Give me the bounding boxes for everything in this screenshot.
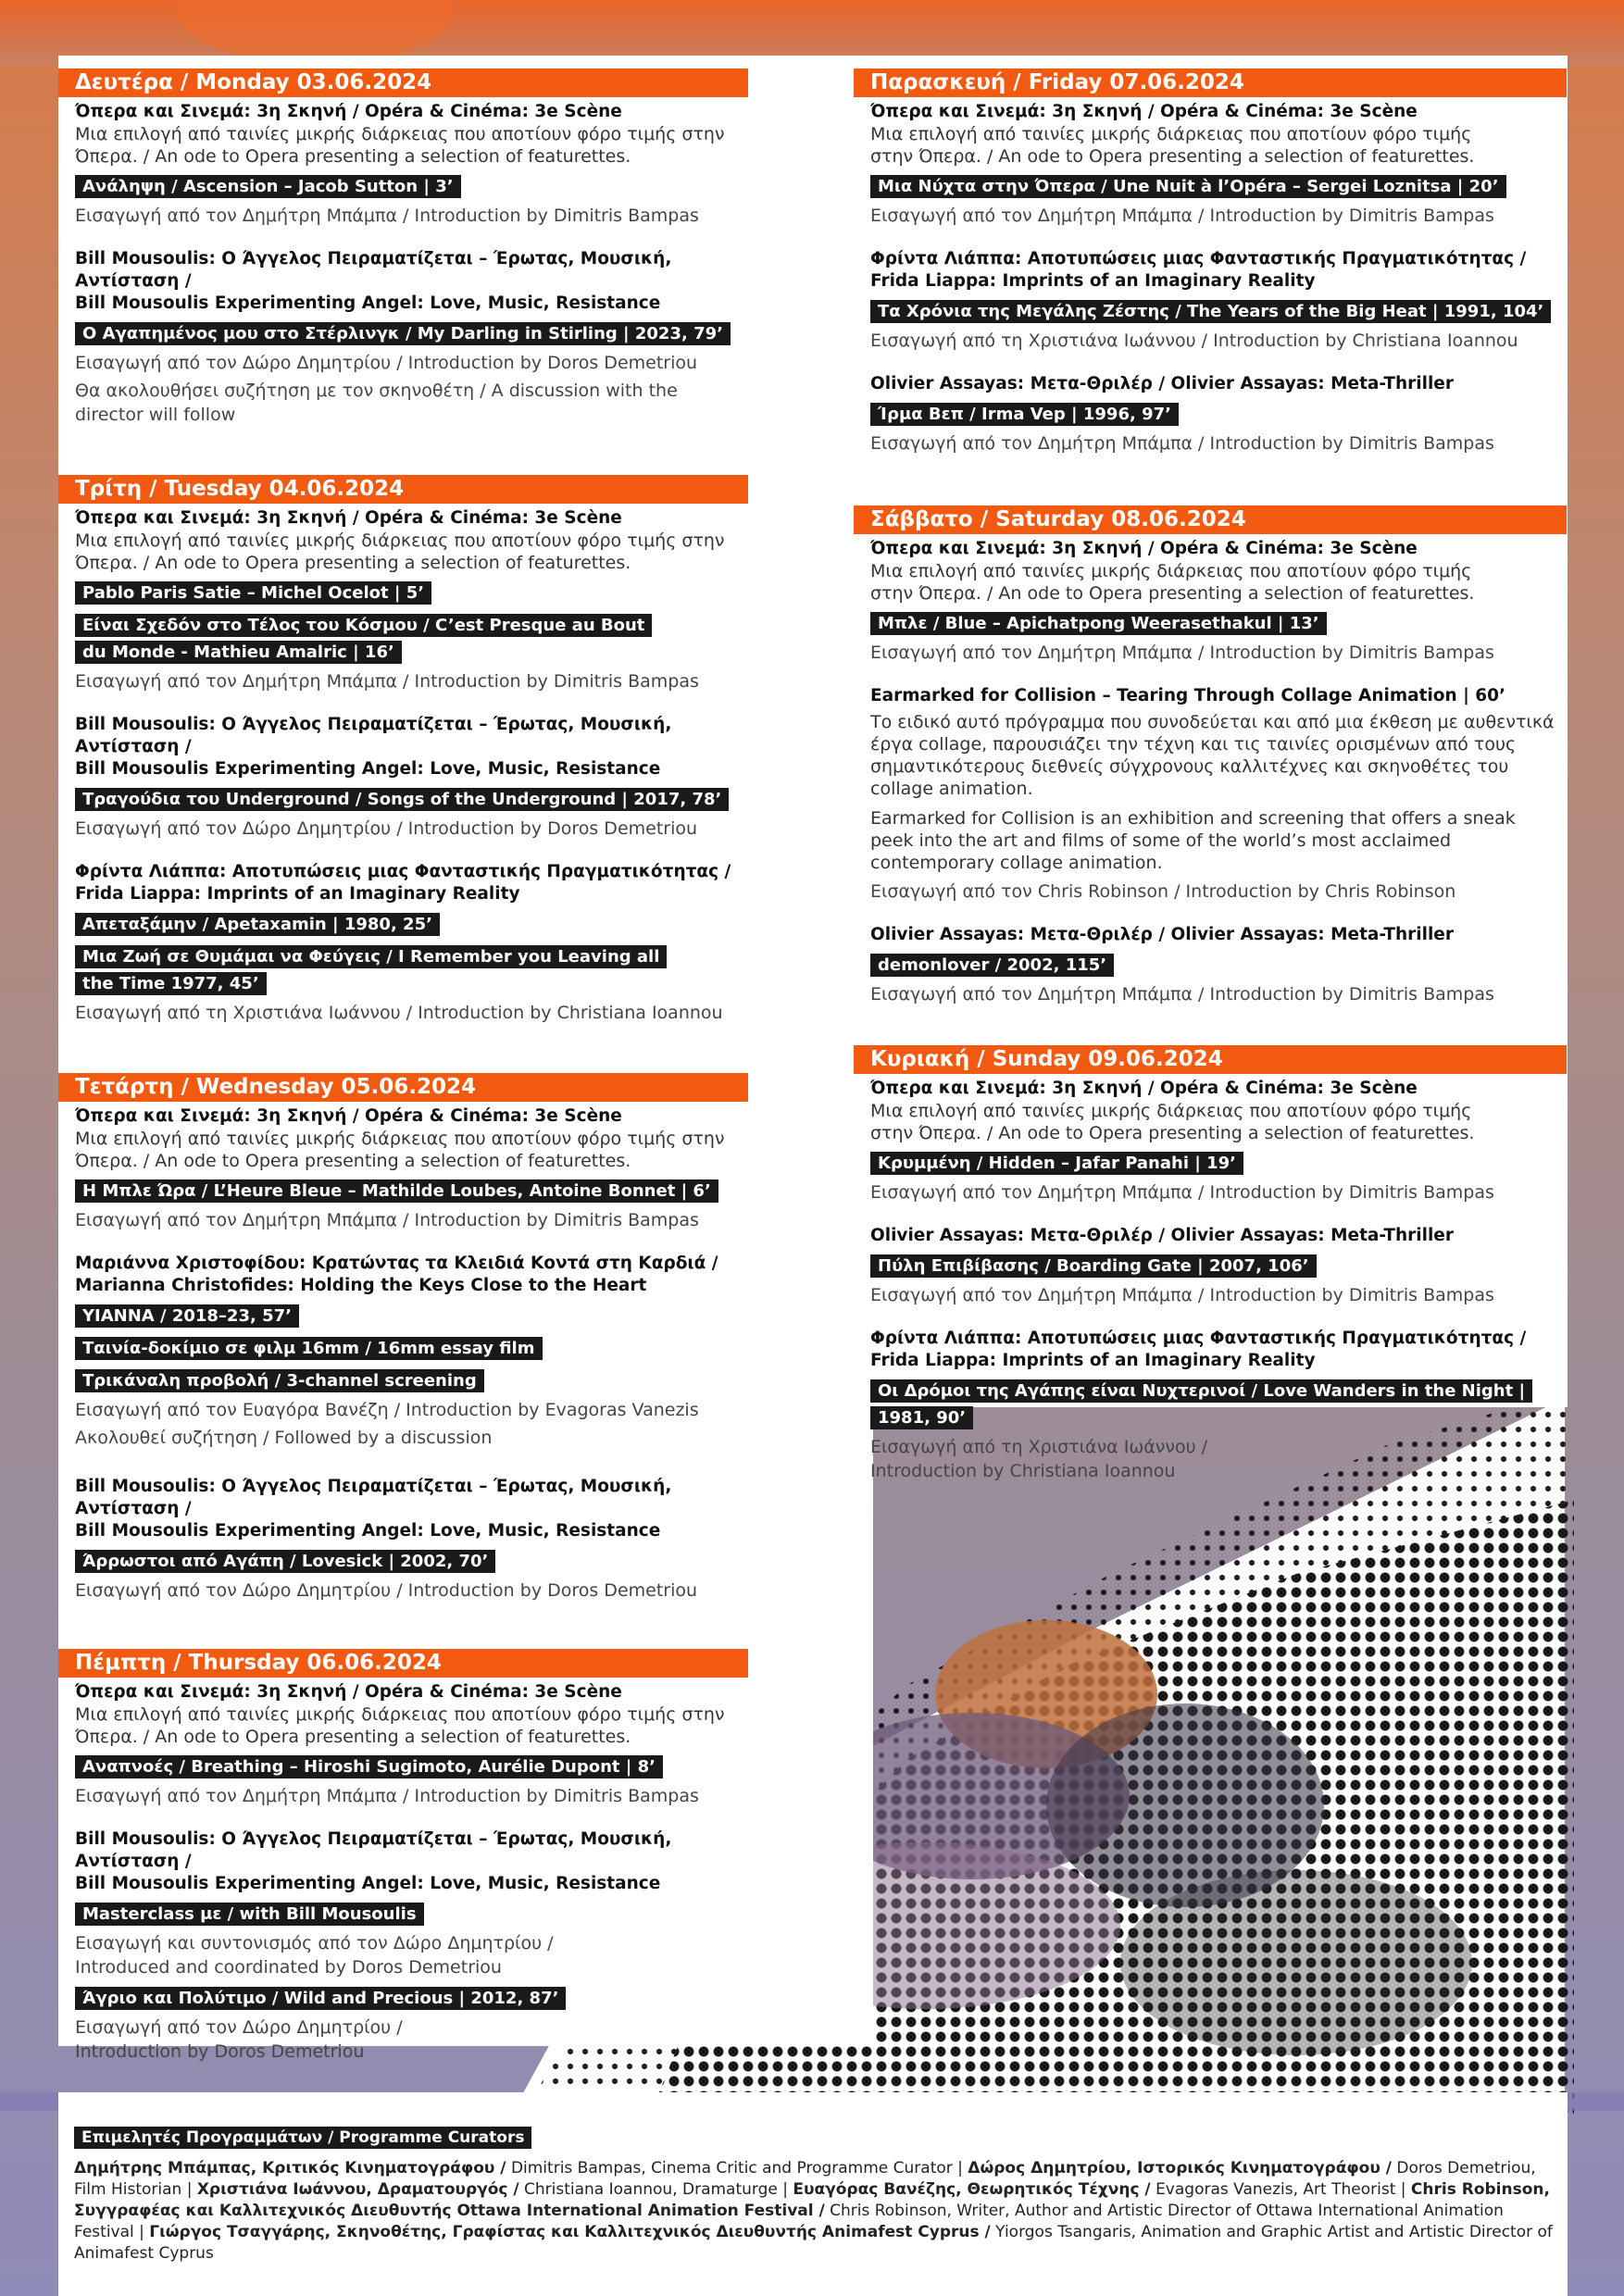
section-title: Olivier Assayas: Μετα-Θριλέρ / Olivier Assayas: Meta-Thriller (870, 1226, 1454, 1245)
introduction-credit: Εισαγωγή από τον Δημήτρη Μπάμπα / Introduction by Dimitris Bampas (75, 1786, 699, 1806)
discussion-note: Θα ακολουθήσει συζήτηση με τον σκηνοθέτη / A discussion with the director will follow (75, 381, 678, 425)
film-title: Οι Δρόμοι της Αγάπης είναι Νυχτερινοί / Love Wanders in the Night | 1981, 90’ (870, 1379, 1532, 1429)
coordination-credit: Εισαγωγή και συντονισμός από τον Δώρο Δημητρίου / (75, 1933, 554, 1953)
curator-name: Ευαγόρας Βανέζης, Θεωρητικός Τέχνης / (793, 2180, 1151, 2199)
introduction-credit: Εισαγωγή από τον Δημήτρη Μπάμπα / Introduction by Dimitris Bampas (75, 206, 699, 226)
section-title: Φρίντα Λιάππα: Αποτυπώσεις μιας Φανταστικής Πραγματικότητας / (870, 249, 1527, 268)
curator-role: Dimitris Bampas, Cinema Critic and Programme Curator | (510, 2159, 963, 2177)
introduction-credit: Εισαγωγή από τον Δώρο Δημητρίου / Introduction by Doros Demetriou (75, 353, 698, 373)
film-title: Μια Ζωή σε Θυμάμαι να Φεύγεις / I Remember you Leaving all the Time 1977, 45’ (75, 945, 667, 995)
film-title: Τραγούδια του Underground / Songs of the Underground | 2017, 78’ (75, 788, 729, 811)
introduction-credit: Εισαγωγή από τον Ευαγόρα Βανέζη / Introduction by Evagoras Vanezis (75, 1400, 699, 1420)
day-header-saturday: Σάββατο / Saturday 08.06.2024 (854, 505, 1567, 534)
film-title: Κρυμμένη / Hidden – Jafar Panahi | 19’ (870, 1152, 1243, 1175)
section-title: Bill Mousoulis: Ο Άγγελος Πειραματίζεται – Έρωτας, Μουσική, Αντίσταση / (75, 1829, 672, 1871)
section-title: Όπερα και Σινεμά: 3η Σκηνή / Opéra & Cinéma: 3e Scène (870, 1079, 1418, 1098)
day-saturday (854, 505, 1567, 1006)
day-friday (854, 69, 1567, 455)
introduction-credit: Εισαγωγή από τον Δημήτρη Μπάμπα / Introduction by Dimitris Bampas (870, 433, 1494, 454)
curator-name: Δημήτρης Μπάμπας, Κριτικός Κινηματογράφου / (74, 2159, 506, 2177)
film-title: Masterclass με / with Bill Mousoulis (75, 1903, 424, 1926)
day-header-wednesday: Τετάρτη / Wednesday 05.06.2024 (58, 1073, 748, 1102)
film-title: Πύλη Επιβίβασης / Boarding Gate | 2007, 106’ (870, 1254, 1317, 1278)
curator-role: Christiana Ioannou, Dramaturge | (524, 2180, 788, 2199)
introduction-credit: Εισαγωγή από τον Δώρο Δημητρίου / Introduction by Doros Demetriou (75, 1580, 698, 1601)
right-column (854, 69, 1567, 1483)
film-title: Ανάληψη / Ascension – Jacob Sutton | 3’ (75, 175, 461, 198)
section-title: Olivier Assayas: Μετα-Θριλέρ / Olivier Assayas: Meta-Thriller (870, 374, 1454, 393)
film-title: Απεταξάμην / Apetaxamin | 1980, 25’ (75, 913, 440, 936)
section-title: Bill Mousoulis Experimenting Angel: Love, Music, Resistance (75, 293, 661, 313)
film-note: Ταινία-δοκίμιο σε φιλμ 16mm / 16mm essay film (75, 1337, 543, 1360)
day-header-friday: Παρασκευή / Friday 07.06.2024 (854, 69, 1567, 97)
introduction-credit: Εισαγωγή από τον Δημήτρη Μπάμπα / Introduction by Dimitris Bampas (870, 1285, 1494, 1305)
day-header-tuesday: Τρίτη / Tuesday 04.06.2024 (58, 475, 748, 504)
section-title: Όπερα και Σινεμά: 3η Σκηνή / Opéra & Cinéma: 3e Scène (75, 1106, 622, 1126)
film-title: Άρρωστοι από Αγάπη / Lovesick | 2002, 70’ (75, 1550, 495, 1573)
section-title: Όπερα και Σινεμά: 3η Σκηνή / Opéra & Cinéma: 3e Scène (870, 102, 1418, 121)
section-description: Μια επιλογή από ταινίες μικρής διάρκειας που αποτίουν φόρο τιμής στην Όπερα. / An ode to Opera presenting a selection of featurettes. (870, 1101, 1475, 1143)
section-title: Bill Mousoulis: Ο Άγγελος Πειραματίζεται – Έρωτας, Μουσική, Αντίσταση / (75, 1477, 672, 1518)
section-title: Bill Mousoulis Experimenting Angel: Love, Music, Resistance (75, 759, 661, 779)
film-title: demonlover / 2002, 115’ (870, 954, 1114, 977)
section-title: Bill Mousoulis Experimenting Angel: Love, Music, Resistance (75, 1521, 661, 1541)
section-description: Μια επιλογή από ταινίες μικρής διάρκειας που αποτίουν φόρο τιμής στην Όπερα. / An ode to Opera presenting a selection of featurettes. (870, 124, 1475, 167)
section-title: Olivier Assayas: Μετα-Θριλέρ / Olivier Assayas: Meta-Thriller (870, 925, 1454, 944)
section-title: Μαριάννα Χριστοφίδου: Κρατώντας τα Κλειδιά Κοντά στη Καρδιά / (75, 1254, 718, 1273)
film-title: Αναπνοές / Breathing – Hiroshi Sugimoto, Aurélie Dupont | 8’ (75, 1755, 663, 1778)
left-column (58, 69, 748, 2064)
film-title: Η Μπλε Ώρα / L’Heure Bleue – Mathilde Loubes, Antoine Bonnet | 6’ (75, 1179, 718, 1203)
curator-role: Doros Demetriou, Film Historian | (74, 2159, 1536, 2199)
introduction-credit: Εισαγωγή από τη Χριστιάνα Ιωάννου / Introduction by Christiana Ioannou (870, 331, 1518, 351)
film-title: Άγριο και Πολύτιμο / Wild and Precious | 2012, 87’ (75, 1987, 566, 2010)
section-title: Όπερα και Σινεμά: 3η Σκηνή / Opéra & Cinéma: 3e Scène (75, 102, 622, 121)
section-title: Φρίντα Λιάππα: Αποτυπώσεις μιας Φανταστικής Πραγματικότητας / (75, 862, 731, 881)
day-header-monday: Δευτέρα / Monday 03.06.2024 (58, 69, 748, 97)
program-description: Το ειδικό αυτό πρόγραμμα που συνοδεύεται και από μια έκθεση με αυθεντικά έργα collage, παρουσιάζει την τέχνη και τις ταινίες ορισμένων από τους σημαντικότερους διεθνείς σύγχρονους καλλιτέχνες και σκηνοθέτες του collage animation. (870, 712, 1555, 799)
section-description: Μια επιλογή από ταινίες μικρής διάρκειας που αποτίουν φόρο τιμής στην Όπερα. / An ode to Opera presenting a selection of featurettes. (75, 124, 725, 167)
introduction-credit: Introduction by Christiana Ioannou (870, 1461, 1176, 1481)
day-sunday (854, 1045, 1567, 1483)
film-title: Ίρμα Βεπ / Irma Vep | 1996, 97’ (870, 403, 1179, 426)
film-title: Είναι Σχεδόν στο Τέλος του Κόσμου / C’est Presque au Bout du Monde - Mathieu Amalric | 16’ (75, 614, 652, 664)
film-title: Μια Νύχτα στην Όπερα / Une Nuit à l’Opéra – Sergei Loznitsa | 20’ (870, 175, 1506, 198)
film-note: Τρικάναλη προβολή / 3-channel screening (75, 1369, 484, 1392)
section-title: Όπερα και Σινεμά: 3η Σκηνή / Opéra & Cinéma: 3e Scène (75, 508, 622, 528)
curator-name: Γιώργος Τσαγγάρης, Σκηνοθέτης, Γραφίστας και Καλλιτεχνικός Διευθυντής Animafest Cyprus / (149, 2223, 991, 2241)
section-description: Μια επιλογή από ταινίες μικρής διάρκειας που αποτίουν φόρο τιμής στην Όπερα. / An ode to Opera presenting a selection of featurettes. (75, 1704, 725, 1747)
section-title: Earmarked for Collision – Tearing Through Collage Animation | 60’ (870, 686, 1506, 705)
curator-role: Yiorgos Tsangaris, Animation and Graphic Artist and Artistic Director of Animafest Cyprus (74, 2223, 1553, 2263)
introduction-credit: Εισαγωγή από τον Δημήτρη Μπάμπα / Introduction by Dimitris Bampas (75, 671, 699, 692)
section-title: Marianna Christofides: Holding the Keys Close to the Heart (75, 1276, 647, 1295)
section-description: Μια επιλογή από ταινίες μικρής διάρκειας που αποτίουν φόρο τιμής στην Όπερα. / An ode to Opera presenting a selection of featurettes. (75, 1129, 725, 1171)
introduction-credit: Εισαγωγή από τον Δημήτρη Μπάμπα / Introduction by Dimitris Bampas (870, 984, 1494, 1004)
curators-section (74, 2128, 1555, 2265)
day-header-sunday: Κυριακή / Sunday 09.06.2024 (854, 1045, 1567, 1074)
curators-list (74, 2158, 1555, 2265)
day-tuesday (58, 475, 748, 1025)
day-wednesday (58, 1073, 748, 1603)
introduction-credit: Introduction by Doros Demetriou (75, 2041, 365, 2062)
curator-name: Δώρος Δημητρίου, Ιστορικός Κινηματογράφου / (968, 2159, 1392, 2177)
introduction-credit: Εισαγωγή από τον Δώρο Δημητρίου / (75, 2017, 403, 2038)
section-title: Frida Liappa: Imprints of an Imaginary Reality (870, 1351, 1316, 1370)
film-title: Μπλε / Blue – Apichatpong Weerasethakul | 13’ (870, 612, 1327, 635)
introduction-credit: Εισαγωγή από τον Δώρο Δημητρίου / Introduction by Doros Demetriou (75, 818, 698, 839)
section-title: Bill Mousoulis: Ο Άγγελος Πειραματίζεται – Έρωτας, Μουσική, Αντίσταση / (75, 249, 672, 291)
discussion-note: Ακολουθεί συζήτηση / Followed by a discussion (75, 1428, 493, 1448)
section-title: Όπερα και Σινεμά: 3η Σκηνή / Opéra & Cinéma: 3e Scène (75, 1682, 622, 1702)
section-title: Όπερα και Σινεμά: 3η Σκηνή / Opéra & Cinéma: 3e Scène (870, 539, 1418, 558)
section-title: Bill Mousoulis Experimenting Angel: Love, Music, Resistance (75, 1874, 661, 1893)
curator-role: Evagoras Vanezis, Art Theorist | (1156, 2180, 1406, 2199)
introduction-credit: Εισαγωγή από τον Δημήτρη Μπάμπα / Introduction by Dimitris Bampas (870, 206, 1494, 226)
film-title: Τα Χρόνια της Μεγάλης Ζέστης / The Years of the Big Heat | 1991, 104’ (870, 300, 1551, 323)
section-title: Φρίντα Λιάππα: Αποτυπώσεις μιας Φανταστικής Πραγματικότητας / (870, 1329, 1527, 1348)
curators-heading: Επιμελητές Προγραμμάτων / Programme Curators (74, 2127, 531, 2149)
day-monday (58, 69, 748, 427)
curator-name: Chris Robinson, Συγγραφέας και Καλλιτεχνικός Διευθυντής Ottawa International Animation Festival / (74, 2180, 1550, 2220)
film-title: ΥΙΑΝΝΑ / 2018–23, 57’ (75, 1304, 299, 1328)
film-title: Ο Αγαπημένος μου στο Στέρλινγκ / My Darling in Stirling | 2023, 79’ (75, 322, 731, 345)
section-title: Bill Mousoulis: Ο Άγγελος Πειραματίζεται – Έρωτας, Μουσική, Αντίσταση / (75, 715, 672, 756)
curator-role: Chris Robinson, Writer, Author and Artistic Director of Ottawa International Animation Festival | (74, 2202, 1504, 2241)
introduction-credit: Εισαγωγή από τον Chris Robinson / Introduction by Chris Robinson (870, 881, 1456, 902)
film-title: Pablo Paris Satie – Michel Ocelot | 5’ (75, 581, 431, 605)
day-header-thursday: Πέμπτη / Thursday 06.06.2024 (58, 1649, 748, 1678)
section-title: Frida Liappa: Imprints of an Imaginary Reality (870, 271, 1316, 291)
program-description: Earmarked for Collision is an exhibition and screening that offers a sneak peek into the art and films of some of the world’s most acclaimed contemporary collage animation. (870, 808, 1516, 873)
introduction-credit: Εισαγωγή από τον Δημήτρη Μπάμπα / Introduction by Dimitris Bampas (870, 643, 1494, 663)
day-thursday (58, 1649, 748, 2064)
section-title: Frida Liappa: Imprints of an Imaginary Reality (75, 884, 520, 904)
section-description: Μια επιλογή από ταινίες μικρής διάρκειας που αποτίουν φόρο τιμής στην Όπερα. / An ode to Opera presenting a selection of featurettes. (75, 530, 725, 573)
introduction-credit: Εισαγωγή από τον Δημήτρη Μπάμπα / Introduction by Dimitris Bampas (75, 1210, 699, 1230)
coordination-credit: Introduced and coordinated by Doros Demetriou (75, 1957, 502, 1978)
introduction-credit: Εισαγωγή από τη Χριστιάνα Ιωάννου / (870, 1437, 1208, 1457)
introduction-credit: Εισαγωγή από τον Δημήτρη Μπάμπα / Introduction by Dimitris Bampas (870, 1182, 1494, 1203)
introduction-credit: Εισαγωγή από τη Χριστιάνα Ιωάννου / Introduction by Christiana Ioannou (75, 1003, 723, 1023)
section-description: Μια επιλογή από ταινίες μικρής διάρκειας που αποτίουν φόρο τιμής στην Όπερα. / An ode to Opera presenting a selection of featurettes. (870, 561, 1475, 604)
curator-name: Χριστιάνα Ιωάννου, Δραματουργός / (196, 2180, 519, 2199)
